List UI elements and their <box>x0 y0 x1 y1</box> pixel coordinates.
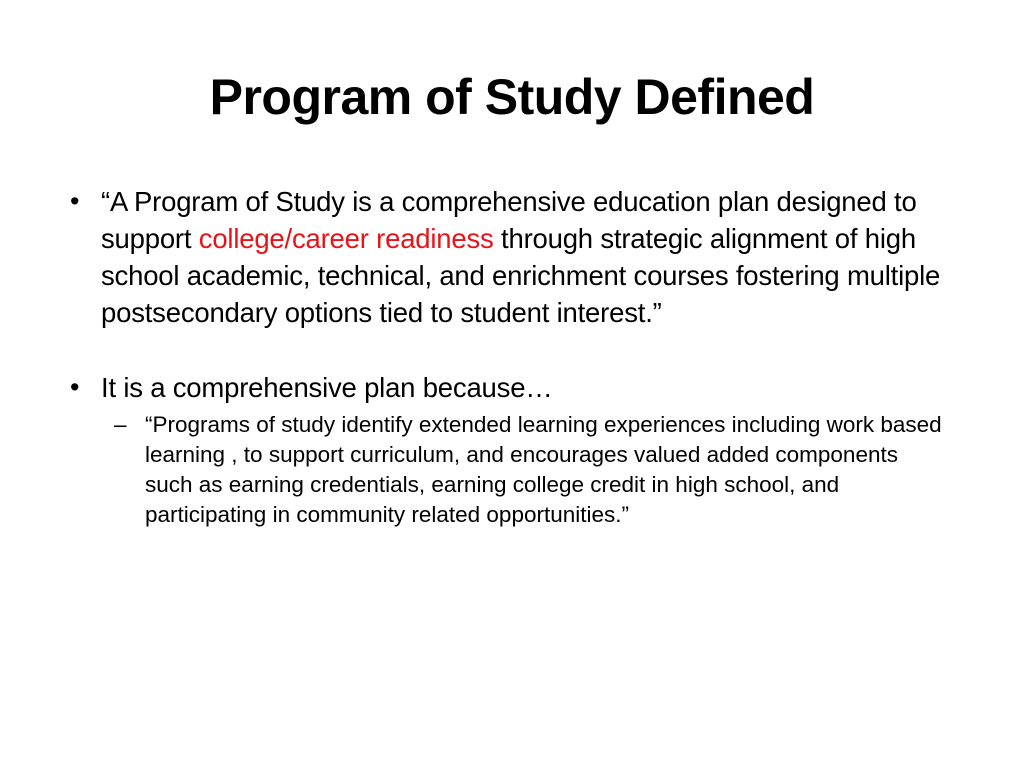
sub-bullet-dash: – <box>114 412 127 437</box>
bullet-definition <box>70 183 970 331</box>
sub-bullet-text: “Programs of study identify extended learning experiences including work based learning , to support curriculum, and encourages valued added components such as earning credentials, earning college credit in high school, and participating in community related opportunities.” <box>145 412 942 527</box>
bullet-text: It is a comprehensive plan because… <box>101 372 553 403</box>
bullet-text-before: “A Program of Study is a comprehensive education plan designed to support <box>101 186 917 254</box>
bullet-comprehensive <box>70 369 970 406</box>
bullet-text-after: through strategic alignment of high school academic, technical, and enrichment courses fostering multiple postsecondary options tied to student interest.” <box>101 223 941 328</box>
bullet-dot: • <box>70 186 80 216</box>
slide-title: Program of Study Defined <box>209 69 815 125</box>
highlight-text: college/career readiness <box>198 223 494 254</box>
bullet-dot: • <box>70 372 80 402</box>
slide-body <box>70 183 970 530</box>
sub-bullet-programs <box>114 410 945 530</box>
